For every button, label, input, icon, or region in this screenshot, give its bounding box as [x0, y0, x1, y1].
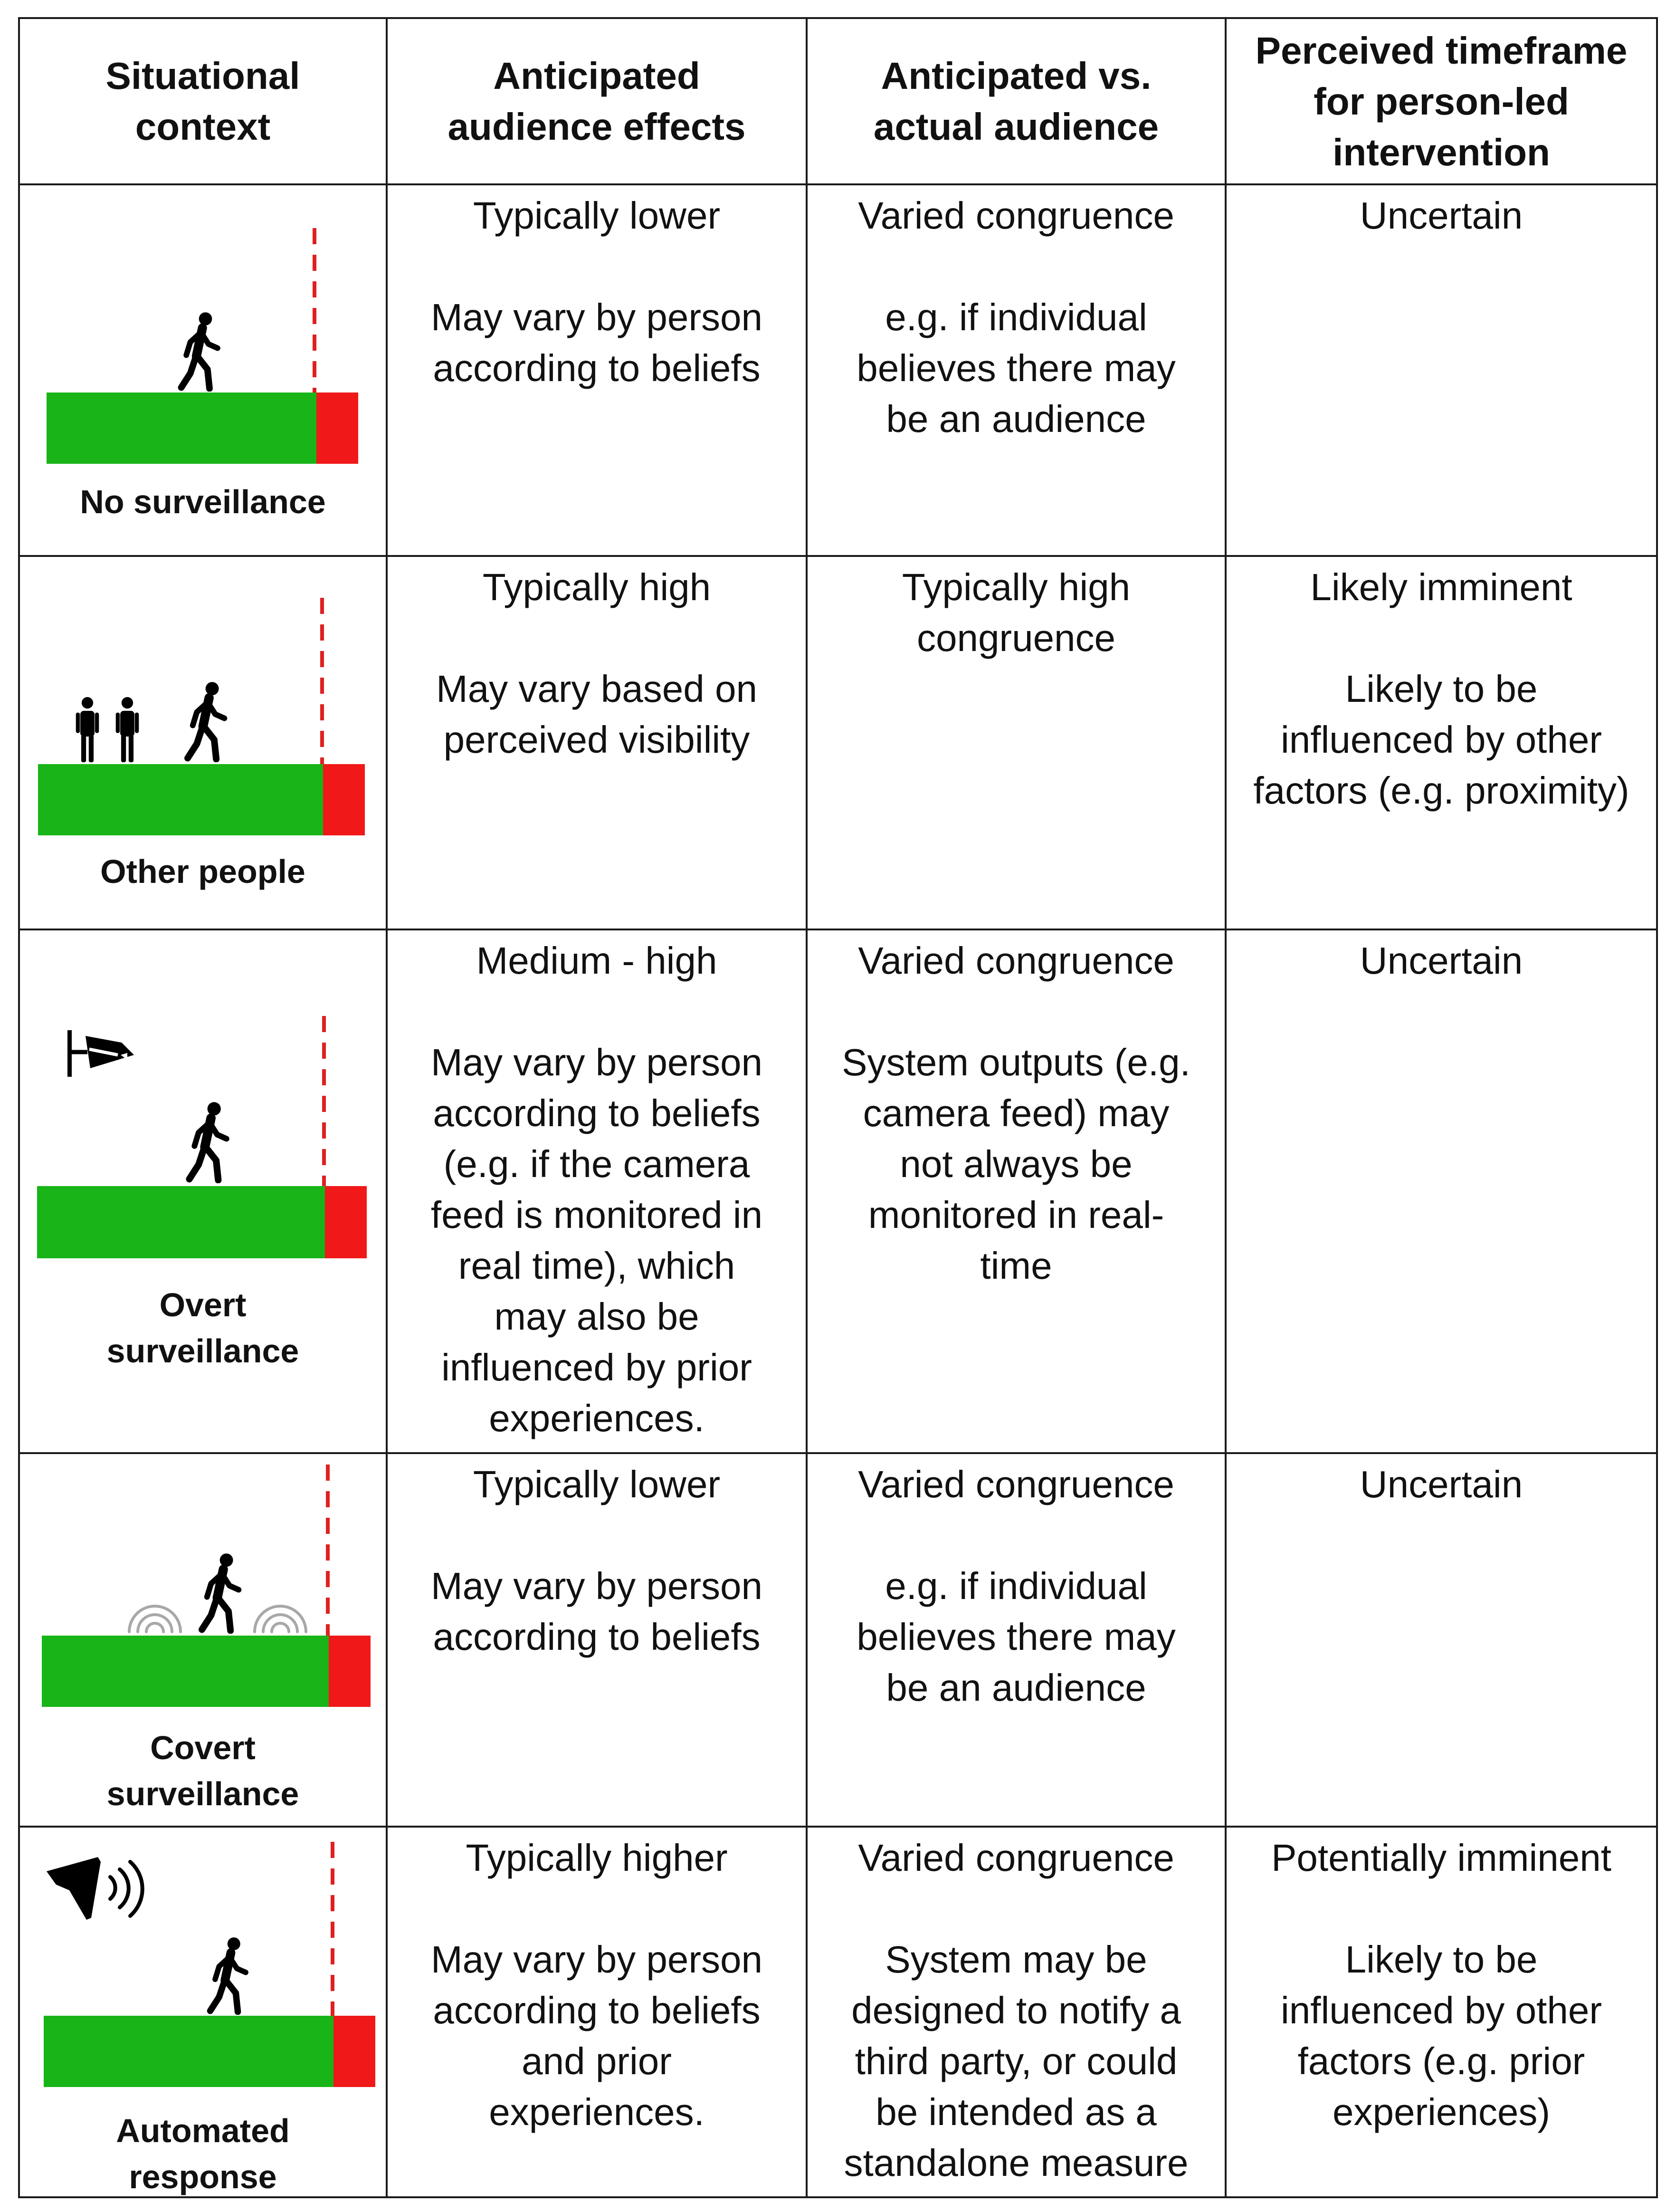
row4-timeframe: Uncertain: [1360, 1463, 1523, 1505]
cctv-camera-icon: [67, 1030, 134, 1077]
row5-context-label: Automated response: [116, 2112, 290, 2195]
table-border-right: [1656, 17, 1658, 2198]
walking-person-icon: [202, 1553, 238, 1630]
row2-audience-effects: Typically high May vary based on perceived visibility: [436, 566, 757, 761]
row4-anticipated-vs-actual: Varied congruence e.g. if individual believes there may be an audience: [857, 1463, 1176, 1709]
comparison-table: [18, 17, 1658, 2198]
row3-timeframe: Uncertain: [1360, 939, 1523, 982]
walking-person-icon: [181, 312, 218, 388]
boundary-block: [329, 1636, 371, 1707]
row2-context-illustration: [20, 557, 386, 929]
boundary-block: [323, 764, 365, 835]
path-bar: [37, 1186, 325, 1258]
row2-context-label: Other people: [100, 853, 305, 890]
walking-person-icon: [188, 682, 224, 759]
speaker-icon: [47, 1857, 143, 1920]
row2-timeframe: Likely imminent Likely to be influenced by other factors (e.g. proximity): [1253, 566, 1629, 812]
row1-audience-effects: Typically lower May vary by person according to beliefs: [430, 194, 763, 389]
boundary-block: [333, 2016, 375, 2087]
standing-people-icon: [76, 697, 99, 762]
row3-audience-effects: Medium - high May vary by person according to beliefs (e.g. if the camera feed is monitored in real time), which may also be influenced by prior experiences.: [430, 939, 763, 1439]
boundary-block: [316, 393, 358, 464]
path-bar: [42, 1636, 329, 1707]
path-bar: [38, 764, 323, 835]
header-anticipated-vs-actual: Anticipated vs. actual audience: [873, 55, 1159, 148]
row1-timeframe: Uncertain: [1360, 194, 1523, 237]
header-timeframe: Perceived timeframe for person-led intervention: [1255, 29, 1628, 173]
row4-context-illustration: [20, 1454, 386, 1826]
walking-person-icon: [190, 1102, 227, 1180]
row3-anticipated-vs-actual: Varied congruence System outputs (e.g. camera feed) may not always be monitored in real- time: [842, 939, 1190, 1287]
row5-anticipated-vs-actual: Varied congruence System may be designed to notify a third party, or could be intended as a standalone measure: [844, 1837, 1189, 2184]
row2-anticipated-vs-actual: Typically high congruence: [902, 566, 1131, 659]
header-audience-effects: Anticipated audience effects: [448, 55, 746, 148]
row1-context-label: No surveillance: [80, 483, 326, 520]
row5-audience-effects: Typically higher May vary by person according to beliefs and prior experiences.: [430, 1837, 763, 2133]
walking-person-icon: [210, 1937, 246, 2012]
header-situational-context: Situational context: [105, 55, 300, 148]
row3-context-illustration: [20, 930, 386, 1452]
row5-context-illustration: [20, 1828, 386, 2196]
sensor-waves-icon: [129, 1606, 306, 1632]
standing-people-icon: [116, 697, 139, 762]
row3-context-label: Overt surveillance: [106, 1286, 299, 1369]
boundary-block: [325, 1186, 367, 1258]
row1-context-illustration: [20, 185, 386, 555]
row4-context-label: Covert surveillance: [106, 1729, 299, 1812]
row4-audience-effects: Typically lower May vary by person according to beliefs: [430, 1463, 763, 1658]
row5-timeframe: Potentially imminent Likely to be influenced by other factors (e.g. prior experiences): [1271, 1837, 1611, 2133]
row1-anticipated-vs-actual: Varied congruence e.g. if individual believes there may be an audience: [857, 194, 1176, 440]
path-bar: [47, 393, 316, 464]
path-bar: [44, 2016, 333, 2087]
